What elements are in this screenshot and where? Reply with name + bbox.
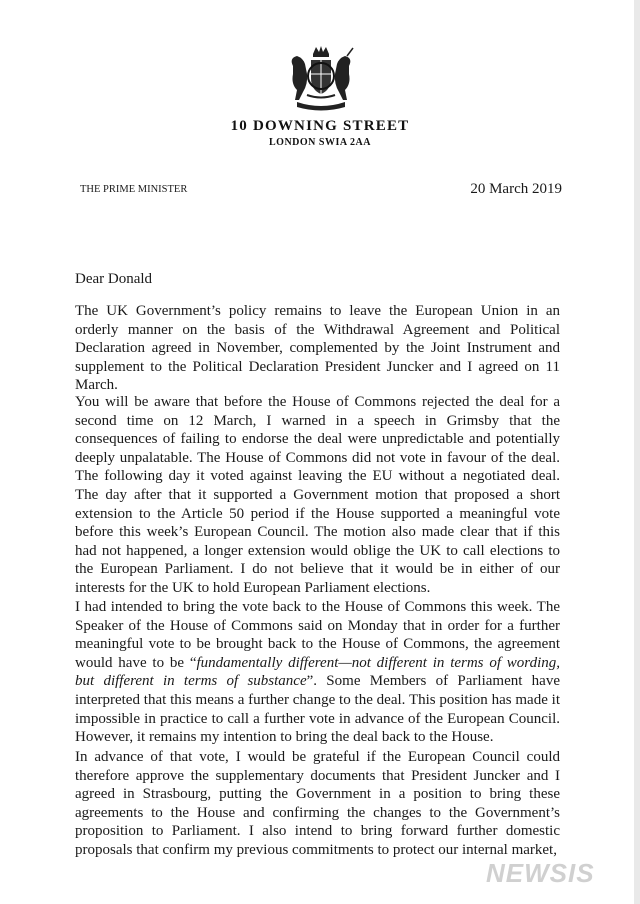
paragraph-3-text-before: I had intended to bring the vote back to the House of Commons this week. The Speaker of the House of Commons said on Monday that in order for a further meaningful vote to be brought back to the House of Commons, the agreement would have to be “ (75, 599, 560, 671)
letterhead-address-line-1: 10 DOWNING STREET (230, 118, 410, 134)
sender-title: THE PRIME MINISTER (80, 184, 188, 195)
royal-coat-of-arms-icon (283, 44, 359, 114)
letter-date: 20 March 2019 (470, 181, 562, 197)
paragraph-1: The UK Government’s policy remains to leave the European Union in an orderly manner on the basis of the Withdrawal Agreement and Political Declaration agreed in November, complemented by the Joint Instrument and supplement to the Political Declaration President Juncker and I agreed on 11 March. (75, 303, 560, 394)
paragraph-3 (75, 598, 560, 747)
paragraph-4: In advance of that vote, I would be grateful if the European Council could therefore approve the supplementary documents that President Juncker and I agreed in Strasbourg, putting the Government in a position to bring these agreements to the House and confirming the changes to the Government’s proposition to Parliament. I also intend to bring forward further domestic proposals that confirm my previous commitments to protect our internal market, (75, 749, 560, 858)
newsis-watermark: NEWSIS (486, 858, 595, 888)
paragraph-3-text-after: ”. Some Members of Parliament have interpreted that this means a further change to the deal. This position has made it impossible in practice to call a further vote in advance of the European Council. However, it remains my intention to bring the deal back to the House. (75, 673, 560, 746)
salutation: Dear Donald (75, 271, 153, 287)
paragraph-2: You will be aware that before the House of Commons rejected the deal for a second time on 12 March, I warned in a speech in Grimsby that the consequences of failing to endorse the deal were unpredictable and potentially deeply unpalatable. The House of Commons did not vote in favour of the deal. The following day it voted against leaving the EU without a negotiated deal. The day after that it supported a Government motion that proposed a short extension to the Article 50 period if the House supported a meaningful vote before this week’s European Council. The motion also made clear that if this had not happened, a longer extension would oblige the UK to call elections to the European Parliament. I do not believe that it would be in either of our interests for the UK to hold European Parliament elections. (75, 394, 560, 596)
page-edge-shadow (634, 0, 640, 904)
speaker-quote: fundamentally different—not different in terms of wording, but different in terms of substance (75, 654, 560, 690)
letterhead-address-line-2: LONDON SWIA 2AA (269, 137, 371, 148)
